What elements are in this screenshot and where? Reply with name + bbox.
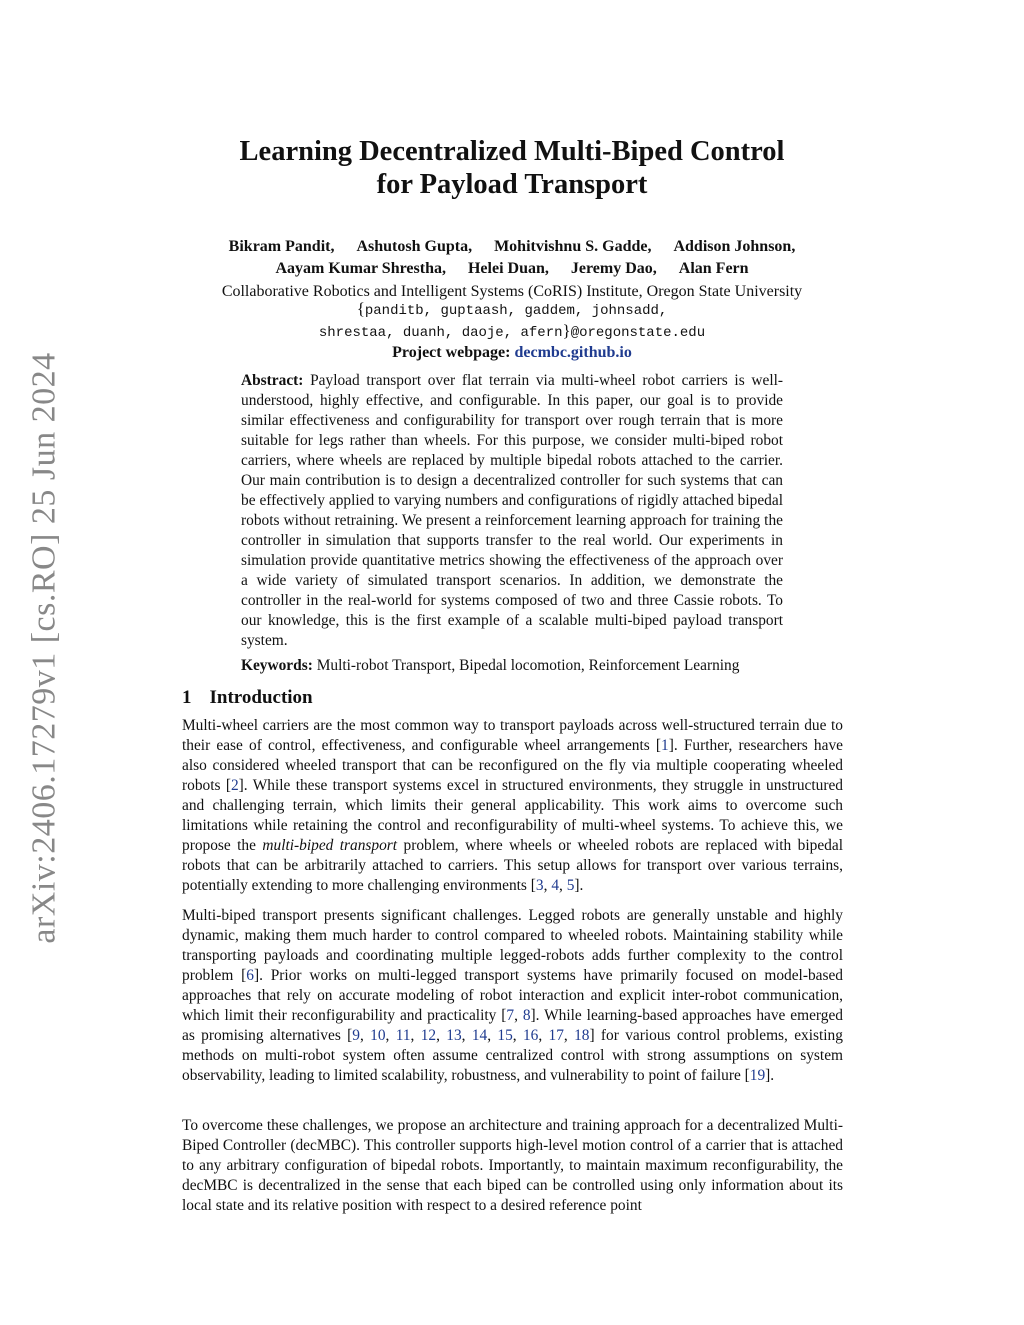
section-number: 1 bbox=[182, 687, 192, 708]
separator: , bbox=[410, 1027, 421, 1044]
separator: , bbox=[538, 1027, 549, 1044]
title-line-2: for Payload Transport bbox=[376, 169, 648, 200]
citation-link[interactable]: 3 bbox=[535, 877, 544, 894]
author-row-1 bbox=[0, 236, 1024, 258]
citation-link[interactable]: 19 bbox=[749, 1067, 766, 1084]
author: Bikram Pandit, bbox=[228, 238, 335, 255]
keywords bbox=[241, 656, 801, 676]
separator: , bbox=[436, 1027, 447, 1044]
text-run: ]. Prior works on multi-legged transport systems have primarily focused on model-based approaches that rely on accurate modeling of robot interaction and explicit inter-robot communication, which limit their reconfigurability and practicality [ bbox=[182, 967, 843, 1024]
text-run: ]. bbox=[765, 1067, 775, 1084]
citation-link[interactable]: 7 bbox=[506, 1007, 515, 1024]
separator: , bbox=[385, 1027, 396, 1044]
text-run: ]. While learning-based approaches have emerged as promising alternatives [ bbox=[182, 1007, 843, 1044]
separator: , bbox=[543, 877, 552, 894]
citation-link[interactable]: 14 bbox=[471, 1027, 488, 1044]
paper-title bbox=[0, 135, 1024, 201]
project-webpage bbox=[0, 343, 1024, 363]
citation-link[interactable]: 11 bbox=[395, 1027, 411, 1044]
email-domain: @oregonstate.edu bbox=[570, 325, 706, 341]
arxiv-identifier: arXiv:2406.17279v1 [cs.RO] 25 Jun 2024 bbox=[26, 352, 64, 944]
text-run: ]. While these transport systems excel in structured environments, they struggle in unstructured and challenging terrain, which limits their general applicability. This work aims to overcome such limitations while retaining the control and reconfigurability of multi-wheel systems. To achieve this, we propose the bbox=[182, 777, 843, 854]
title-line-1: Learning Decentralized Multi-Biped Control bbox=[239, 136, 785, 167]
citation-link[interactable]: 2 bbox=[230, 777, 239, 794]
open-brace: { bbox=[356, 299, 365, 318]
citation-link[interactable]: 5 bbox=[566, 877, 575, 894]
author: Alan Fern bbox=[678, 260, 749, 277]
close-brace: } bbox=[562, 321, 571, 340]
webpage-link[interactable]: decmbc.github.io bbox=[514, 344, 632, 361]
separator: , bbox=[461, 1027, 472, 1044]
text-run: ] for various control problems, existing methods on multi-robot system often assume centralized control with strong assumptions on system observability, leading to limited scalability, robustness, and vulnerability to point of failure [ bbox=[182, 1027, 843, 1084]
arxiv-side-stamp bbox=[22, 352, 68, 944]
webpage-label: Project webpage: bbox=[392, 344, 511, 361]
email-names-2: shrestaa, duanh, daoje, afern bbox=[318, 325, 563, 341]
text-run: ]. Further, researchers have also considered wheeled transport that can be reconfigured on the fly via multiple cooperating wheeled robots [ bbox=[182, 737, 843, 794]
citation-link[interactable]: 12 bbox=[420, 1027, 437, 1044]
separator: , bbox=[512, 1027, 523, 1044]
author: Mohitvishnu S. Gadde, bbox=[494, 238, 652, 255]
separator: , bbox=[514, 1007, 523, 1024]
citation-link[interactable]: 8 bbox=[522, 1007, 531, 1024]
email-line-2 bbox=[0, 321, 1024, 343]
author: Helei Duan, bbox=[467, 260, 549, 277]
abstract-text: Payload transport over flat terrain via multi-wheel robot carriers is well-understood, highly effective, and configurable. In this paper, our goal is to provide similar effectiveness and configurability for transport over rough terrain that is more suitable for legs rather than wheels. For this purpose, we consider multi-biped robot carriers, where wheels are replaced by multiple bipedal robots attached to the carrier. Our main contribution is to design a decentralized controller for such systems that can be effectively applied to varying numbers and configurations of rigidly attached bipedal robots without retraining. We present a reinforcement learning approach for training the controller in simulation that supports transfer to the real world. Our experiments in simulation provide quantitative metrics showing the effectiveness of the approach over a wide variety of simulated transport scenarios. In addition, we demonstrate the controller in the real-world for systems composed of two and three Cassie robots. To our knowledge, this is the first example of a scalable multi-biped payload transport system. bbox=[241, 372, 783, 649]
email-line-1 bbox=[0, 299, 1024, 321]
citation-link[interactable]: 9 bbox=[352, 1027, 360, 1044]
intro-paragraph-2 bbox=[182, 906, 843, 1086]
email-names-1: panditb, guptaash, gaddem, johnsadd, bbox=[364, 303, 668, 319]
citation-link[interactable]: 4 bbox=[551, 877, 560, 894]
section-title: Introduction bbox=[209, 687, 313, 708]
citation-link[interactable]: 13 bbox=[446, 1027, 462, 1044]
separator: , bbox=[487, 1027, 498, 1044]
citation-link[interactable]: 18 bbox=[574, 1027, 590, 1044]
emphasis-term: multi-biped transport bbox=[262, 837, 398, 854]
citation-link[interactable]: 17 bbox=[548, 1027, 564, 1044]
separator: , bbox=[359, 1027, 371, 1044]
separator: , bbox=[559, 877, 567, 894]
text-run: Multi-wheel carriers are the most common way to transport payloads across well-structured terrain due to their ease of control, effectiveness, and configurable wheel arrangements [ bbox=[182, 717, 843, 754]
citation-link[interactable]: 10 bbox=[370, 1027, 386, 1044]
author-row-2 bbox=[0, 258, 1024, 280]
affiliation: Collaborative Robotics and Intelligent Systems (CoRIS) Institute, Oregon State University bbox=[221, 283, 803, 300]
text-run: Multi-biped transport presents significant challenges. Legged robots are generally unstable and highly dynamic, making them much harder to control compared to wheeled robots. Maintaining stability while transporting payloads and coordinating multiple legged-robots adds further complexity to the control problem [ bbox=[182, 907, 843, 984]
abstract-label: Abstract: bbox=[241, 372, 304, 389]
author: Aayam Kumar Shrestha, bbox=[275, 260, 446, 277]
intro-paragraph-1 bbox=[182, 716, 843, 896]
citation-list bbox=[352, 1027, 589, 1044]
author-emails bbox=[0, 299, 1024, 343]
section-heading bbox=[182, 686, 313, 710]
keywords-text: Multi-robot Transport, Bipedal locomotion, Reinforcement Learning bbox=[316, 657, 740, 674]
author: Addison Johnson, bbox=[673, 238, 796, 255]
author: Jeremy Dao, bbox=[570, 260, 657, 277]
author-list bbox=[0, 236, 1024, 280]
intro-paragraph-3: To overcome these challenges, we propose an architecture and training approach for a decentralized Multi-Biped Controller (decMBC). This controller supports high-level motion control of a carrier that is attached to any arbitrary configuration of bipedal robots. Importantly, to maintain maximum reconfigurability, the decMBC is decentralized in the sense that each biped can be controlled using only information about its local state and its relative position with respect to a desired reference point bbox=[182, 1117, 843, 1214]
abstract bbox=[241, 371, 783, 651]
citation-link[interactable]: 16 bbox=[522, 1027, 539, 1044]
citation-link[interactable]: 6 bbox=[246, 967, 254, 984]
citation-link[interactable]: 15 bbox=[497, 1027, 513, 1044]
separator: , bbox=[563, 1027, 575, 1044]
text-run: ]. bbox=[574, 877, 584, 894]
citation-link[interactable]: 1 bbox=[661, 737, 669, 754]
text-run: problem, where wheels or wheeled robots are replaced with bipedal robots that can be arbitrarily attached to carriers. This setup allows for transport over various terrains, potentially extending to more challenging environments [ bbox=[182, 837, 843, 894]
author: Ashutosh Gupta, bbox=[356, 238, 473, 255]
keywords-label: Keywords: bbox=[241, 657, 313, 674]
